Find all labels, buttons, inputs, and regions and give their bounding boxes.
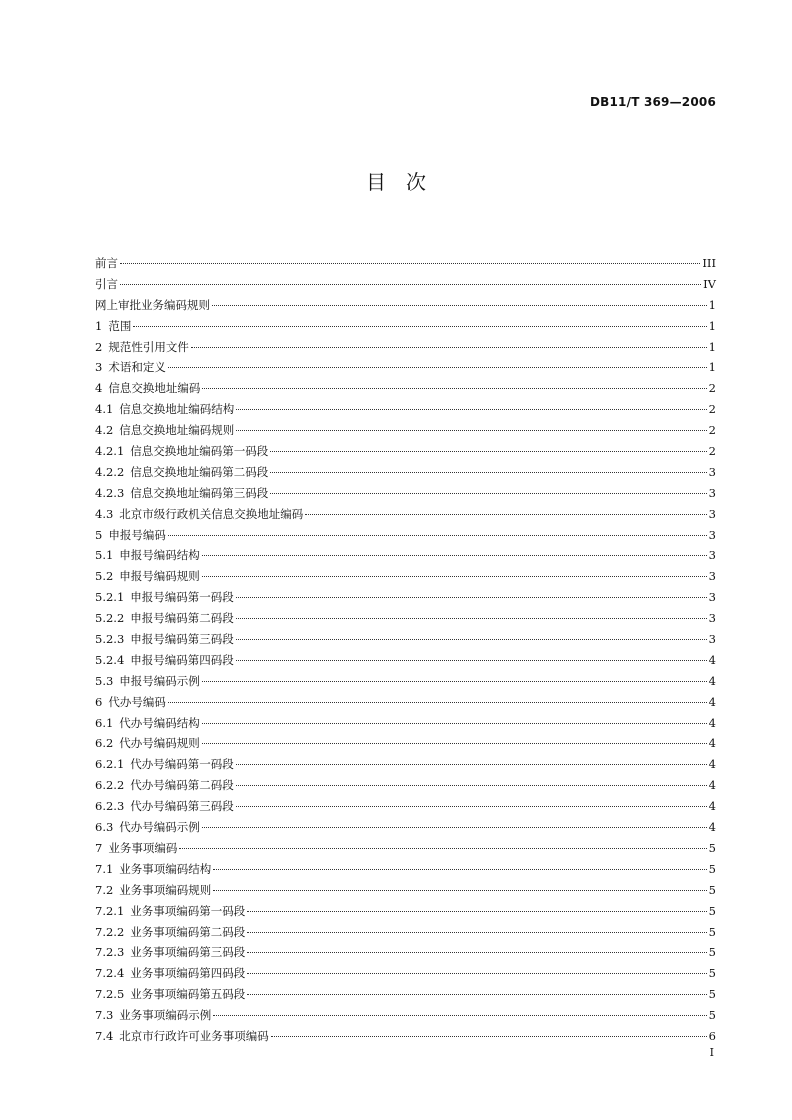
toc-entry-page: 1: [708, 360, 716, 375]
dot-leader: [202, 827, 707, 828]
toc-entry[interactable]: [95, 608, 716, 629]
toc-entry-label: 申报号编码规则: [119, 569, 200, 584]
toc-entry-label: 信息交换地址编码第一码段: [130, 444, 269, 459]
toc-entry-number: 4.1: [95, 402, 114, 417]
toc-entry-label: 业务事项编码结构: [119, 861, 212, 876]
toc-entry-page: 5: [708, 924, 716, 939]
toc-entry[interactable]: [95, 483, 716, 504]
toc-entry[interactable]: [95, 692, 716, 713]
toc-entry-number: 6: [95, 694, 103, 709]
toc-entry[interactable]: [95, 295, 716, 316]
toc-entry-page: 3: [708, 464, 716, 479]
page-number: I: [709, 1046, 714, 1059]
toc-entry-label: 申报号编码第二码段: [130, 611, 234, 626]
toc-entry[interactable]: [95, 274, 716, 295]
dot-leader: [236, 785, 707, 786]
toc-entry-number: 7.2.1: [95, 903, 125, 918]
toc-entry-page: 4: [708, 820, 716, 835]
toc-entry-label: 业务事项编码示例: [119, 1008, 212, 1023]
toc-entry-number: 2: [95, 339, 103, 354]
toc-entry-label: 北京市行政许可业务事项编码: [119, 1028, 269, 1043]
toc-entry[interactable]: [95, 545, 716, 566]
toc-entry[interactable]: [95, 441, 716, 462]
toc-entry-page: 6: [708, 1028, 716, 1043]
toc-entry-page: 4: [708, 673, 716, 688]
toc-entry-page: 1: [708, 318, 716, 333]
toc-entry-number: 6.2.1: [95, 757, 125, 772]
dot-leader: [236, 430, 706, 431]
toc-entry-page: 4: [708, 652, 716, 667]
toc-entry-label: 术语和定义: [108, 360, 166, 375]
toc-entry-number: 4.2.3: [95, 485, 125, 500]
toc-entry-label: 申报号编码第三码段: [130, 632, 234, 647]
toc-entry-page: 5: [708, 840, 716, 855]
toc-entry[interactable]: [95, 253, 716, 274]
toc-entry-number: 5.2: [95, 569, 114, 584]
toc-entry-label: 申报号编码结构: [119, 548, 200, 563]
dot-leader: [236, 806, 707, 807]
dot-leader: [202, 576, 707, 577]
toc-entry-page: 4: [708, 715, 716, 730]
toc-entry-number: 6.3: [95, 820, 114, 835]
toc-entry-page: 5: [708, 861, 716, 876]
toc-entry-number: 6.2.3: [95, 799, 125, 814]
dot-leader: [236, 764, 707, 765]
toc-entry[interactable]: [95, 942, 716, 963]
toc-entry-label: 代办号编码第一码段: [130, 757, 234, 772]
toc-entry[interactable]: [95, 650, 716, 671]
toc-entry-label: 信息交换地址编码规则: [119, 423, 235, 438]
toc-entry[interactable]: [95, 963, 716, 984]
toc-entry-page: 3: [708, 632, 716, 647]
dot-leader: [270, 493, 706, 494]
toc-entry-page: 3: [708, 527, 716, 542]
toc-entry-label: 代办号编码规则: [119, 736, 200, 751]
dot-leader: [179, 848, 706, 849]
toc-entry-page: 3: [708, 590, 716, 605]
toc-entry-page: 4: [708, 799, 716, 814]
toc-entry-label: 代办号编码第二码段: [130, 778, 234, 793]
toc-entry-page: 3: [708, 569, 716, 584]
toc-entry[interactable]: [95, 901, 716, 922]
dot-leader: [213, 869, 706, 870]
dot-leader: [168, 702, 707, 703]
dot-leader: [247, 932, 706, 933]
toc-entry-number: 7.2: [95, 882, 114, 897]
toc-entry-number: 5.2.2: [95, 611, 125, 626]
toc-entry-label: 申报号编码第四码段: [130, 652, 234, 667]
toc-entry-page: 5: [708, 882, 716, 897]
toc-entry-label: 申报号编码示例: [119, 673, 200, 688]
toc-entry[interactable]: [95, 984, 716, 1005]
toc-entry-page: IV: [703, 276, 716, 291]
dot-leader: [202, 723, 707, 724]
dot-leader: [120, 263, 700, 264]
toc-entry-label: 代办号编码结构: [119, 715, 200, 730]
dot-leader: [202, 743, 707, 744]
dot-leader: [305, 514, 706, 515]
toc-entry[interactable]: [95, 462, 716, 483]
toc-entry-label: 业务事项编码第一码段: [130, 903, 246, 918]
toc-entry-page: 4: [708, 736, 716, 751]
dot-leader: [213, 890, 706, 891]
toc-entry[interactable]: [95, 316, 716, 337]
toc-entry[interactable]: [95, 880, 716, 901]
dot-leader: [202, 555, 707, 556]
toc-entry-page: 5: [708, 966, 716, 981]
dot-leader: [236, 639, 707, 640]
toc-entry-page: 4: [708, 778, 716, 793]
toc-entry-label: 业务事项编码第四码段: [130, 966, 246, 981]
toc-entry-page: 1: [708, 339, 716, 354]
dot-leader: [120, 284, 701, 285]
toc-entry-number: 4.2.1: [95, 444, 125, 459]
toc-entry[interactable]: [95, 629, 716, 650]
toc-entry-label: 业务事项编码第五码段: [130, 987, 246, 1002]
dot-leader: [236, 597, 707, 598]
toc-entry-page: 4: [708, 694, 716, 709]
toc-entry-page: III: [702, 256, 716, 270]
dot-leader: [247, 911, 706, 912]
toc-entry-page: 5: [708, 945, 716, 960]
toc-entry-number: 1: [95, 318, 103, 333]
page-title: 目 次: [366, 170, 426, 194]
dot-leader: [247, 994, 706, 995]
toc-entry-label: 范围: [108, 318, 132, 333]
toc-entry-page: 3: [708, 485, 716, 500]
dot-leader: [168, 367, 707, 368]
toc-entry[interactable]: [95, 357, 716, 378]
toc-entry[interactable]: [95, 859, 716, 880]
toc-entry-number: 6.2: [95, 736, 114, 751]
toc-entry[interactable]: [95, 817, 716, 838]
toc-entry-page: 3: [708, 611, 716, 626]
toc-entry[interactable]: [95, 587, 716, 608]
dot-leader: [202, 681, 707, 682]
toc-entry-number: 5.3: [95, 673, 114, 688]
toc-entry-label: 信息交换地址编码第三码段: [130, 485, 269, 500]
toc-entry-label: 代办号编码: [108, 694, 166, 709]
toc-entry-number: 3: [95, 360, 103, 375]
toc-entry-number: 6.1: [95, 715, 114, 730]
toc-entry[interactable]: [95, 420, 716, 441]
toc-entry-number: 7.2.4: [95, 966, 125, 981]
toc-entry[interactable]: [95, 1026, 716, 1047]
toc-entry-page: 4: [708, 757, 716, 772]
dot-leader: [271, 1036, 707, 1037]
toc-entry-label: 申报号编码第一码段: [130, 590, 234, 605]
toc-entry-number: 4: [95, 381, 103, 396]
dot-leader: [247, 952, 706, 953]
toc-entry-label: 前言: [95, 256, 118, 270]
toc-entry-page: 2: [708, 381, 716, 396]
toc-entry-page: 1: [708, 297, 716, 312]
toc-entry-label: 北京市级行政机关信息交换地址编码: [119, 506, 304, 521]
toc-entry-number: 7.2.3: [95, 945, 125, 960]
toc-entry[interactable]: [95, 378, 716, 399]
toc-entry-number: 5.2.4: [95, 652, 125, 667]
toc-entry-number: 7.2.2: [95, 924, 125, 939]
toc-entry[interactable]: [95, 754, 716, 775]
toc-entry-label: 业务事项编码第二码段: [130, 924, 246, 939]
toc-entry-page: 5: [708, 1008, 716, 1023]
dot-leader: [236, 409, 706, 410]
toc-entry-page: 2: [708, 423, 716, 438]
toc-entry-number: 5.1: [95, 548, 114, 563]
toc-entry[interactable]: [95, 525, 716, 546]
toc-entry-label: 信息交换地址编码: [108, 381, 201, 396]
toc-entry-label: 信息交换地址编码结构: [119, 402, 235, 417]
toc-entry-label: 代办号编码第三码段: [130, 799, 234, 814]
toc-entry-number: 7.4: [95, 1028, 114, 1043]
dot-leader: [270, 472, 706, 473]
toc-entry[interactable]: [95, 337, 716, 358]
toc-entry-number: 6.2.2: [95, 778, 125, 793]
toc-entry-label: 业务事项编码第三码段: [130, 945, 246, 960]
toc-entry-label: 业务事项编码: [108, 840, 178, 855]
dot-leader: [236, 660, 707, 661]
toc-entry-label: 业务事项编码规则: [119, 882, 212, 897]
toc-entry[interactable]: [95, 838, 716, 859]
toc-entry[interactable]: [95, 671, 716, 692]
toc-entry-label: 代办号编码示例: [119, 820, 200, 835]
table-of-contents: [95, 253, 716, 1047]
toc-entry[interactable]: [95, 566, 716, 587]
toc-entry-number: 7.3: [95, 1008, 114, 1023]
dot-leader: [247, 973, 706, 974]
toc-entry-number: 4.2.2: [95, 464, 125, 479]
dot-leader: [202, 388, 706, 389]
dot-leader: [270, 451, 706, 452]
toc-entry-label: 申报号编码: [108, 527, 166, 542]
dot-leader: [213, 1015, 706, 1016]
toc-entry-page: 3: [708, 506, 716, 521]
toc-entry[interactable]: [95, 1005, 716, 1026]
toc-entry-label: 信息交换地址编码第二码段: [130, 464, 269, 479]
toc-entry[interactable]: [95, 713, 716, 734]
toc-entry-number: 4.2: [95, 423, 114, 438]
dot-leader: [133, 326, 706, 327]
toc-entry-number: 5.2.3: [95, 632, 125, 647]
toc-entry-number: 7: [95, 840, 103, 855]
toc-entry-number: 7.2.5: [95, 987, 125, 1002]
toc-entry-number: 4.3: [95, 506, 114, 521]
toc-entry[interactable]: [95, 922, 716, 943]
toc-entry-number: 7.1: [95, 861, 114, 876]
toc-entry-page: 2: [708, 402, 716, 417]
toc-entry-label: 网上审批业务编码规则: [95, 297, 210, 312]
toc-entry-page: 5: [708, 903, 716, 918]
document-code: DB11/T 369—2006: [590, 95, 716, 109]
toc-entry-label: 引言: [95, 276, 118, 291]
toc-entry-number: 5: [95, 527, 103, 542]
dot-leader: [212, 305, 707, 306]
toc-entry-number: 5.2.1: [95, 590, 125, 605]
toc-entry[interactable]: [95, 775, 716, 796]
toc-entry-page: 3: [708, 548, 716, 563]
toc-entry[interactable]: [95, 733, 716, 754]
toc-entry-page: 5: [708, 987, 716, 1002]
dot-leader: [236, 618, 707, 619]
toc-entry[interactable]: [95, 796, 716, 817]
toc-entry-page: 2: [708, 444, 716, 459]
toc-entry-label: 规范性引用文件: [108, 339, 189, 354]
dot-leader: [191, 347, 707, 348]
dot-leader: [168, 535, 707, 536]
toc-entry[interactable]: [95, 504, 716, 525]
toc-entry[interactable]: [95, 399, 716, 420]
